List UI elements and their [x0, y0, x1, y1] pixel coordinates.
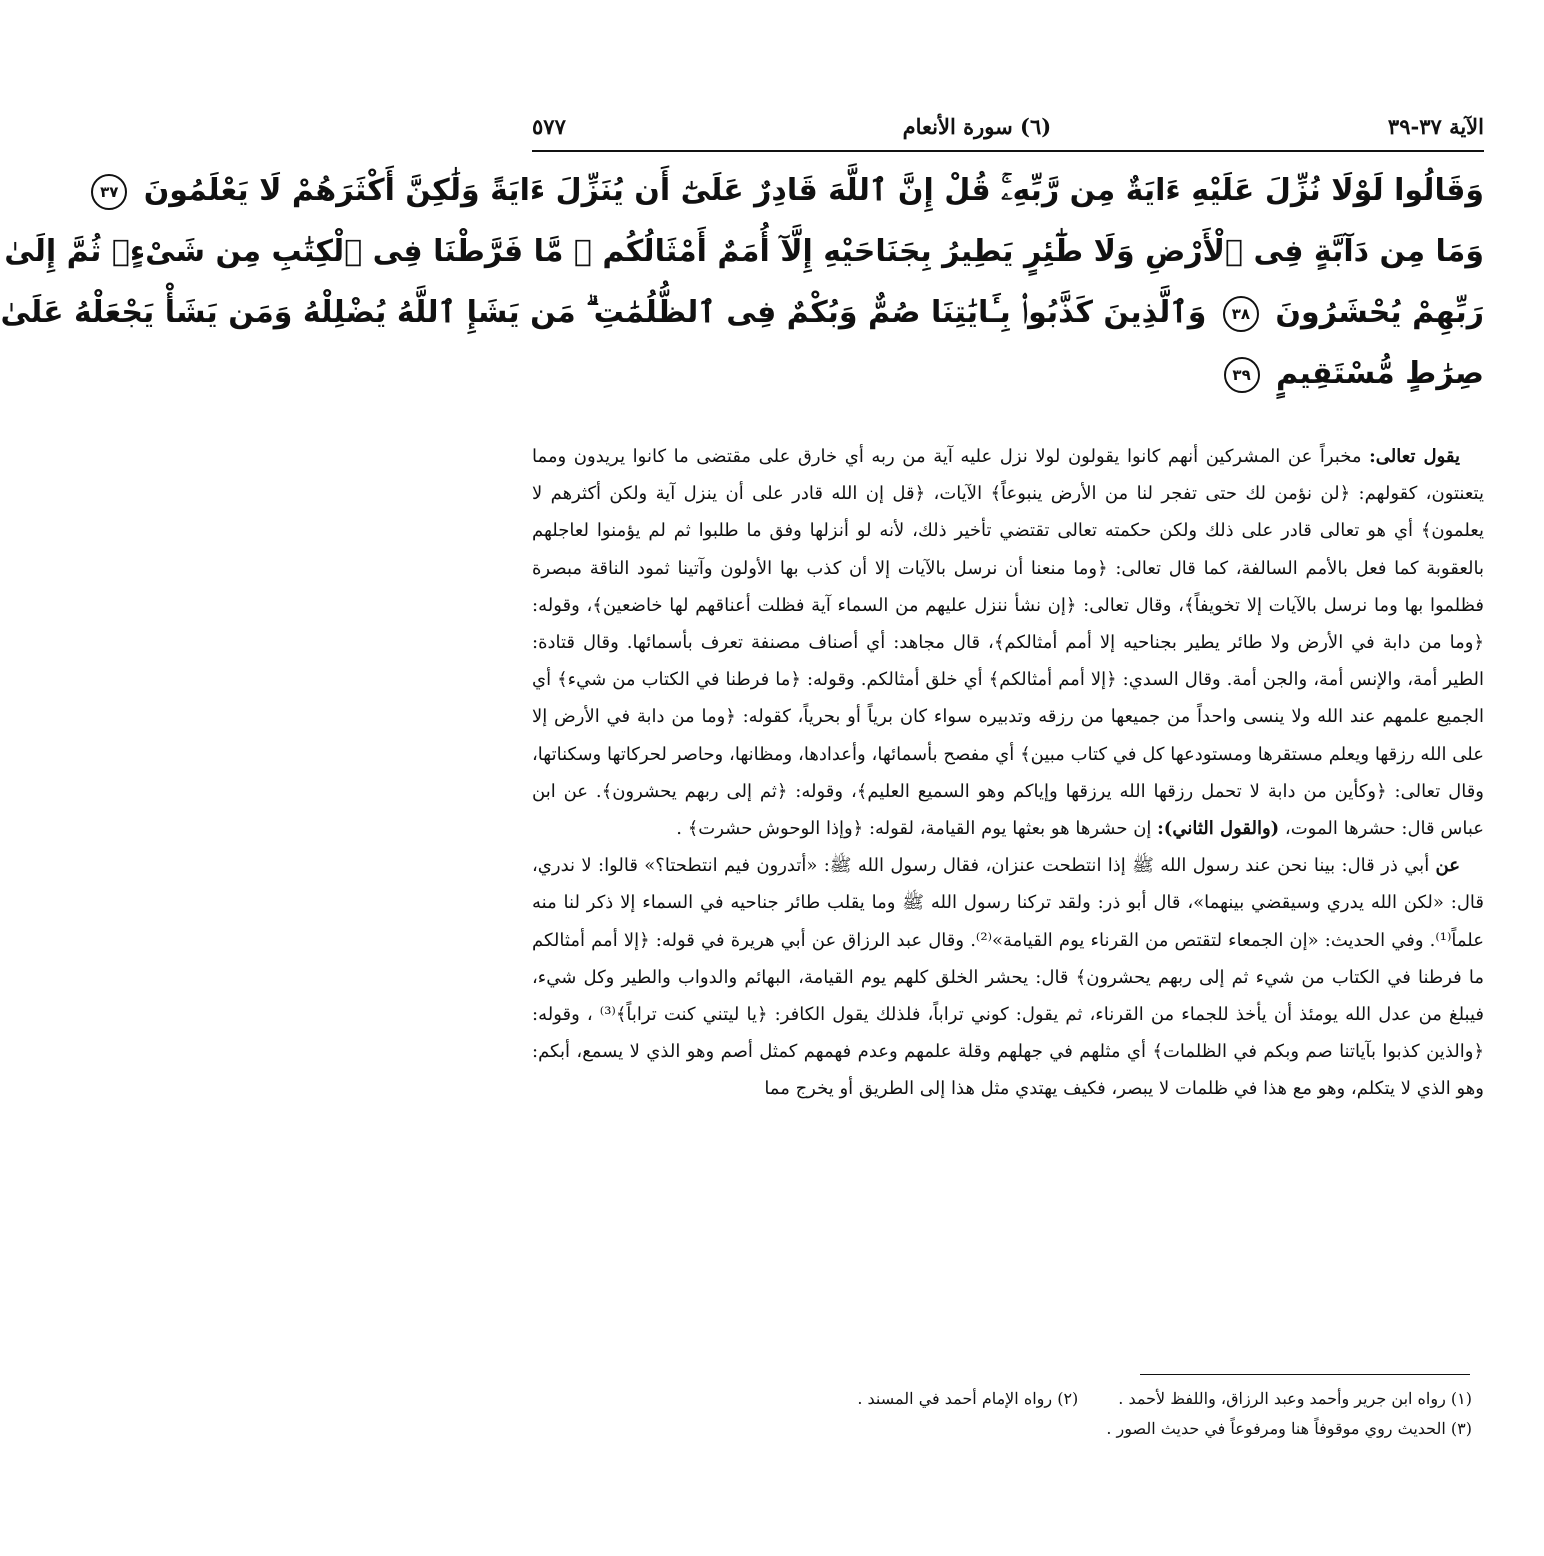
commentary-paragraph: [532, 438, 1484, 847]
footnote-row: [532, 1384, 1472, 1414]
ayah-range: الآية ٣٧-٣٩: [1387, 113, 1484, 139]
paragraph-lead: يقول تعالى:: [1369, 446, 1460, 467]
verse-text: وَٱلَّذِينَ كَذَّبُوا۟ بِـَٔايَٰتِنَا صُمٌّ وَبُكْمٌ فِى ٱلظُّلُمَٰتِ ۗ مَن يَشَإِ ٱللَّهُ يُضْلِلْهُ وَمَن يَشَأْ يَجْعَلْهُ عَلَىٰ: [0, 295, 1207, 330]
footnote-2: (٢) رواه الإمام أحمد في المسند .: [857, 1389, 1079, 1408]
verse-text: رَبِّهِمْ يُحْشَرُونَ: [1275, 295, 1484, 330]
footnotes: [532, 1384, 1472, 1444]
quran-line: [4, 221, 1484, 282]
commentary-body: [532, 438, 1484, 1108]
verse-text: صِرَٰطٍ مُّسْتَقِيمٍ: [1276, 356, 1484, 391]
quran-line: [532, 343, 1484, 404]
paragraph-text: مخبراً عن المشركين أنهم كانوا يقولون لولا نزل عليه آية من ربه أي خارق على مقتضى ما كانوا يريدون ومما يتعنتون، كقولهم: ﴿لن نؤمن لك حتى تفجر لنا من الأرض ينبوعاً﴾ الآيات، ﴿قل إن الله قادر على أن ينزل آية ولكن أكثرهم لا يعلمون﴾ أي هو تعالى قادر على ذلك ولكن حكمته تعالى تقتضي تأخير ذلك، لأنه لو أنزلها وفق ما طلبوا ثم لم يؤمنوا لعاجلهم بالعقوبة كما فعل بالأمم السالفة، كما قال تعالى: ﴿وما منعنا أن نرسل بالآيات إلا أن كذب بها الأولون وآتينا ثمود الناقة مبصرة فظلموا بها وما نرسل بالآيات إلا تخويفاً﴾، وقال تعالى: ﴿إن نشأ ننزل عليهم من السماء آية فظلت أعناقهم لها خاضعين﴾، وقوله: ﴿وما من دابة في الأرض ولا طائر يطير بجناحيه إلا أمم أمثالكم﴾، قال مجاهد: أي أصناف مصنفة تعرف بأسمائها. وقال قتادة: الطير أمة، والإنس أمة، والجن أمة. وقال السدي: ﴿إلا أمم أمثالكم﴾ أي خلق أمثالكم. وقوله: ﴿ما فرطنا في الكتاب من شيء﴾ أي الجميع علمهم عند الله ولا ينسى واحداً من جميعها من رزقه وتدبيره سواء كان برياً أو بحرياً، كقوله: ﴿وما من دابة في الأرض إلا على الله رزقها ويعلم مستقرها ومستودعها كل في كتاب مبين﴾ أي مفصح بأسمائها، وأعدادها، ومظانها، وحاصر لحركاتها وسكناتها، وقال تعالى: ﴿وكأين من دابة لا تحمل رزقها الله يرزقها وإياكم وهو السميع العليم﴾، وقوله: ﴿ثم إلى ربهم يحشرون﴾. عن ابن عباس قال: حشرها الموت،: [532, 446, 1484, 840]
commentary-paragraph: [532, 847, 1484, 1107]
ayah-number-mark: ٣٧: [91, 174, 127, 210]
running-header: [532, 106, 1484, 146]
surah-title: (٦) سورة الأنعام: [902, 113, 1052, 139]
quran-line: [100, 160, 1484, 221]
verse-text: وَمَا مِن دَآبَّةٍ فِى ٱلْأَرْضِ وَلَا طَٰٓئِرٍ يَطِيرُ بِجَنَاحَيْهِ إِلَّآ أُمَمٌ أَمْثَالُكُم ۚ مَّا فَرَّطْنَا فِى ٱلْكِتَٰبِ مِن شَىْءٍۚ ثُمَّ إِلَىٰ: [4, 234, 1484, 269]
paragraph-text: أبي ذر قال: بينا نحن عند رسول الله ﷺ إذا انتطحت عنزان، فقال رسول الله ﷺ: «أتدرون فيم انتطحتا؟» قالوا: لا ندري، قال: «لكن الله يدري وسيقضي بينهما»، قال أبو ذر: ولقد تركنا رسول الله ﷺ وما يقلب طائر جناحيه في السماء إلا ذكر لنا منه علماً⁽¹⁾. وفي الحديث: «إن الجمعاء لتقتص من القرناء يوم القيامة»⁽²⁾. وقال عبد الرزاق عن أبي هريرة في قوله: ﴿إلا أمم أمثالكم ما فرطنا في الكتاب من شيء ثم إلى ربهم يحشرون﴾ قال: يحشر الخلق كلهم يوم القيامة، البهائم والدواب والطير وكل شيء، فيبلغ من عدل الله يومئذ أن يأخذ للجماء من القرناء، ثم يقول: كوني تراباً، فلذلك يقول الكافر: ﴿يا ليتني كنت تراباً﴾⁽³⁾ ، وقوله: ﴿والذين كذبوا بآياتنا صم وبكم في الظلمات﴾ أي مثلهم في جهلهم وقلة علمهم وعدم فهمهم كمثل أصم وهو الذي لا يسمع، أبكم: وهو الذي لا يتكلم، وهو مع هذا في ظلمات لا يبصر، فكيف يهتدي مثل هذا إلى الطريق أو يخرج مما: [532, 855, 1485, 1100]
footnote-row: [532, 1414, 1472, 1444]
ayah-number-mark: ٣٨: [1223, 296, 1259, 332]
paragraph-text: إن حشرها هو بعثها يوم القيامة، لقوله: ﴿وإذا الوحوش حشرت﴾ .: [676, 818, 1158, 840]
verse-text: وَقَالُوا لَوْلَا نُزِّلَ عَلَيْهِ ءَايَةٌ مِن رَّبِّهِۦۚ قُلْ إِنَّ ٱللَّهَ قَادِرٌ عَلَىٰٓ أَن يُنَزِّلَ ءَايَةً وَلَٰكِنَّ أَكْثَرَهُمْ لَا يَعْلَمُونَ: [143, 173, 1484, 208]
bold-phrase: (والقول الثاني):: [1157, 818, 1280, 840]
page-number: ٥٧٧: [532, 113, 566, 139]
quran-line: [0, 282, 1484, 343]
footnote-1: (١) رواه ابن جرير وأحمد وعبد الرزاق، واللفظ لأحمد .: [1118, 1389, 1472, 1408]
paragraph-lead: عن: [1435, 855, 1460, 877]
footnote-3: (٣) الحديث روي موقوفاً هنا ومرفوعاً في حديث الصور .: [1106, 1419, 1472, 1438]
footnote-rule: [1140, 1374, 1470, 1375]
quran-verses: [0, 160, 1484, 404]
header-rule: [532, 150, 1484, 152]
ayah-number-mark: ٣٩: [1224, 357, 1260, 393]
